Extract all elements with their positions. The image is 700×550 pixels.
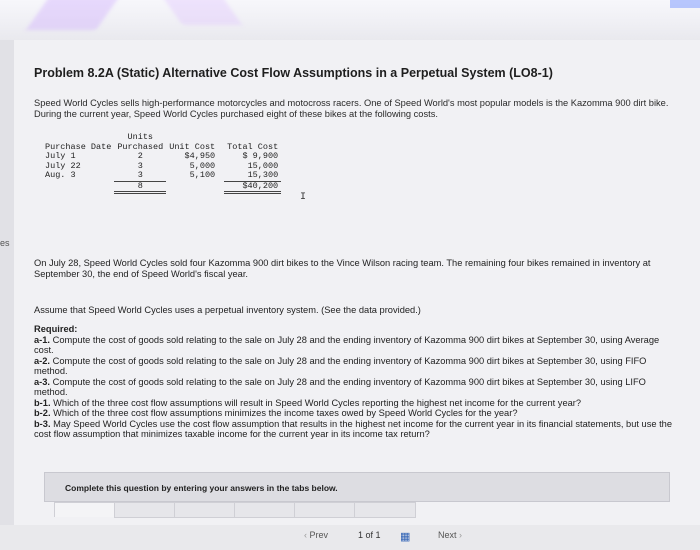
page-indicator: 1 of 1 xyxy=(358,530,381,540)
tab-1[interactable] xyxy=(54,502,116,517)
problem-intro: Speed World Cycles sells high-performance motorcycles and motocross racers. One of Speed World's most popular models is the Kazomma 900 dirt bike. During the current year, Speed World Cycles purchased eight of these bikes at the following costs. xyxy=(34,98,669,119)
question-page xyxy=(14,40,700,543)
tab-3[interactable] xyxy=(174,502,236,518)
table-row: July 22 3 5,000 15,000 xyxy=(45,160,279,171)
purchase-table xyxy=(42,133,281,194)
grid-icon[interactable]: ▦ xyxy=(400,531,411,543)
table-row: Aug. 3 3 5,100 15,300 xyxy=(42,171,281,181)
purchase-date-header: Purchase Date xyxy=(45,141,112,152)
table-row: July 1 2 $4,950 $ 9,900 xyxy=(45,151,279,161)
screen-glare xyxy=(158,0,243,25)
prev-button[interactable]: ‹ Prev xyxy=(304,530,329,540)
text-cursor-icon: I xyxy=(300,192,307,203)
tab-6[interactable] xyxy=(354,502,416,518)
instruction-banner xyxy=(44,472,670,502)
total-units: 8 xyxy=(114,181,166,193)
banner-text: Complete this question by entering your answers in the tabs below. xyxy=(65,483,338,493)
assumption-paragraph: Assume that Speed World Cycles uses a perpetual inventory system. (See the data provided.) xyxy=(34,305,421,315)
total-cost-value: $40,200 xyxy=(224,181,281,193)
required-item: a-2. Compute the cost of goods sold relating to the sale on July 28 and the ending inventory of Kazomma 900 dirt bikes at September 30, using FIFO method. xyxy=(34,355,647,376)
required-item: a-3. Compute the cost of goods sold relating to the sale on July 28 and the ending inventory of Kazomma 900 dirt bikes at September 30, using LIFO method. xyxy=(34,376,646,397)
required-item: a-1. Compute the cost of goods sold relating to the sale on July 28 and the ending inventory of Kazomma 900 dirt bikes at September 30, using Average cost. xyxy=(34,334,660,355)
sale-paragraph: On July 28, Speed World Cycles sold four Kazomma 900 dirt bikes to the Vince Wilson racing team. The remaining four bikes remained in inventory at September 30, the end of Speed World's fiscal year. xyxy=(34,258,651,279)
required-item: b-3. May Speed World Cycles use the cost flow assumption that results in the highest net income for the current year in its financial statements, but use the cost flow assumption that minimizes taxable income for the current year in its income tax return? xyxy=(34,418,673,439)
chevron-right-icon: › xyxy=(459,530,463,540)
total-cost-header: Total Cost xyxy=(227,141,279,152)
side-label: es xyxy=(0,238,10,248)
pagination-nav xyxy=(14,530,700,550)
tab-4[interactable] xyxy=(234,502,296,518)
screen-glare xyxy=(670,0,700,8)
answer-tabs xyxy=(54,502,654,520)
left-side-panel xyxy=(0,40,15,525)
next-button[interactable]: Next › xyxy=(438,530,463,540)
required-item: b-2. Which of the three cost flow assumptions minimizes the income taxes owed by Speed World Cycles for the year? xyxy=(34,408,518,418)
tab-2[interactable] xyxy=(114,502,176,518)
units-header-top: Units xyxy=(127,132,154,142)
browser-top-bar xyxy=(0,0,700,40)
unit-cost-header: Unit Cost xyxy=(169,141,216,152)
table-total-row xyxy=(42,181,281,193)
tab-5[interactable] xyxy=(294,502,356,518)
screen-glare xyxy=(26,0,124,30)
problem-title: Problem 8.2A (Static) Alternative Cost Flow Assumptions in a Perpetual System (LO8-1) xyxy=(34,66,553,80)
required-section xyxy=(34,324,674,440)
required-item: b-1. Which of the three cost flow assumptions will result in Speed World Cycles reporting the highest net income for the current year? xyxy=(34,397,582,408)
units-header-bottom: Purchased xyxy=(117,141,164,152)
required-heading: Required: xyxy=(34,324,78,334)
chevron-left-icon: ‹ xyxy=(304,530,307,540)
